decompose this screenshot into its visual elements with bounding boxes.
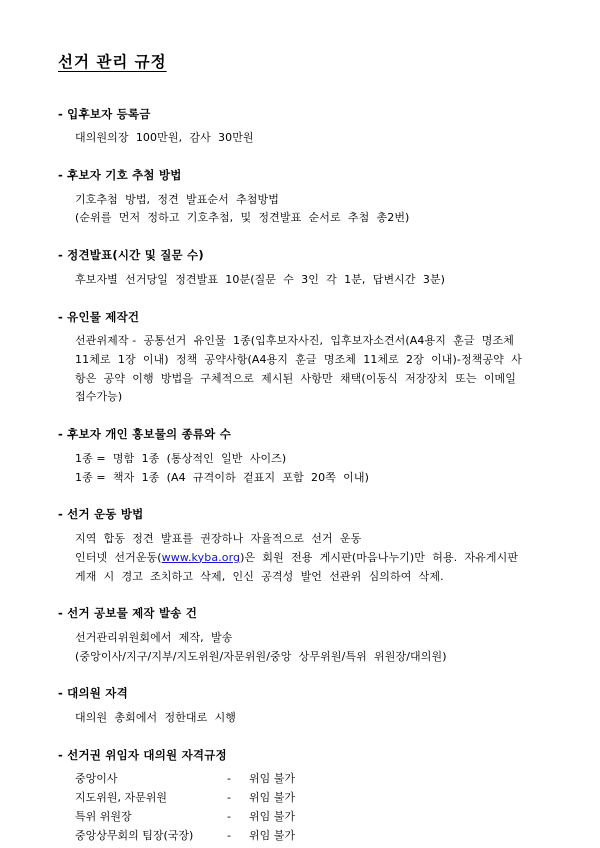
section-line: (순위를 먼저 정하고 기호추첨, 및 정견발표 순서로 추첨 총2번): [75, 211, 410, 225]
section-candidate-number-draw: [58, 167, 556, 228]
section-body: [75, 450, 556, 488]
section-line: 항은 공약 이행 방법을 구체적으로 제시된 사항만 채택(이동식 저장장치 또는 이메일: [75, 371, 517, 385]
proxy-row: [75, 808, 556, 827]
proxy-dash: -: [227, 771, 231, 785]
section-proxy-qualification: [58, 747, 556, 846]
section-line: 선거관리위원회에서 제작, 발송: [75, 630, 233, 644]
section-personal-promotion: [58, 426, 556, 487]
internet-suffix-text: )은 회원 전용 게시판(마음나누기)만 허용. 자유게시판: [240, 550, 519, 564]
section-heading: - 대의원 자격: [58, 686, 128, 701]
proxy-status: 위임 불가: [249, 809, 296, 823]
proxy-row: [75, 789, 556, 808]
proxy-status: 위임 불가: [249, 771, 296, 785]
section-heading: - 정견발표(시간 및 질문 수): [58, 248, 204, 263]
section-line: 지역 합동 정견 발표를 권장하나 자율적으로 선거 운동: [75, 531, 362, 545]
section-heading: - 입후보자 등록금: [58, 107, 151, 122]
proxy-role: 중앙이사: [75, 771, 118, 785]
proxy-row: [75, 827, 556, 846]
section-body: [75, 271, 556, 290]
section-line: 대의원 총회에서 정한대로 시행: [75, 710, 237, 724]
section-line: 1종 = 명함 1종 (통상적인 일반 사이즈): [75, 451, 287, 465]
proxy-row: [75, 770, 556, 789]
section-line: 선관위제작 - 공통선거 유인물 1종(입후보자사진, 입후보자소견서(A4용지 훈글 명조체: [75, 333, 514, 347]
page-title: 선거 관리 규정: [58, 53, 167, 71]
section-body: [75, 129, 556, 148]
section-line: 접수가능): [75, 390, 123, 404]
kyba-website-link[interactable]: www.kyba.org: [161, 550, 241, 564]
section-delegate-qualification: [58, 685, 556, 727]
section-heading: - 선거권 위임자 대의원 자격규정: [58, 747, 227, 762]
section-body: [75, 629, 556, 667]
section-registration-fee: [58, 106, 556, 148]
section-heading: - 유인물 제작건: [58, 309, 140, 324]
proxy-role: 지도위원, 자문위원: [75, 790, 168, 804]
section-body: [75, 709, 556, 728]
proxy-role: 특위 위원장: [75, 809, 132, 823]
section-heading: - 선거 공보물 제작 발송 건: [58, 606, 198, 621]
section-body: [75, 530, 556, 587]
section-line: 게재 시 경고 조치하고 삭제, 인신 공격성 발언 선관위 심의하여 삭제.: [75, 569, 444, 583]
section-heading: - 후보자 기호 추첨 방법: [58, 168, 182, 183]
section-line: 11체로 1장 이내) 정책 공약사항(A4용지 훈글 명조체 11체로 2장 이내)-정책공약 사: [75, 352, 522, 366]
section-campaign-method: [58, 506, 556, 586]
section-handout-production: [58, 309, 556, 408]
section-heading: - 선거 운동 방법: [58, 507, 144, 522]
section-election-bulletin: [58, 605, 556, 666]
section-body: [75, 770, 556, 846]
internet-prefix-text: 인터넷 선거운동(: [75, 550, 162, 564]
proxy-status: 위임 불가: [249, 790, 296, 804]
section-line-internet: [75, 549, 556, 568]
section-line: 후보자별 선거당일 정견발표 10분(질문 수 3인 각 1분, 답변시간 3분): [75, 272, 446, 286]
section-heading: - 후보자 개인 홍보물의 종류와 수: [58, 427, 232, 442]
proxy-dash: -: [227, 809, 231, 823]
section-body: [75, 332, 556, 408]
section-policy-speech: [58, 247, 556, 289]
section-line: 대의원의장 100만원, 감사 30만원: [75, 131, 254, 145]
section-line: 1종 = 책자 1종 (A4 규격이하 겉표지 포함 20쪽 이내): [75, 470, 369, 484]
proxy-dash: -: [227, 828, 231, 842]
proxy-dash: -: [227, 790, 231, 804]
proxy-status: 위임 불가: [249, 828, 296, 842]
section-line: 기호추첨 방법, 정견 발표순서 추첨방법: [75, 192, 279, 206]
section-body: [75, 191, 556, 229]
section-line: (중앙이사/지구/지부/지도위원/자문위원/중앙 상무위원/특위 위원장/대의원): [75, 649, 447, 663]
proxy-role: 중앙상무회의 팀장(국장): [75, 828, 194, 842]
